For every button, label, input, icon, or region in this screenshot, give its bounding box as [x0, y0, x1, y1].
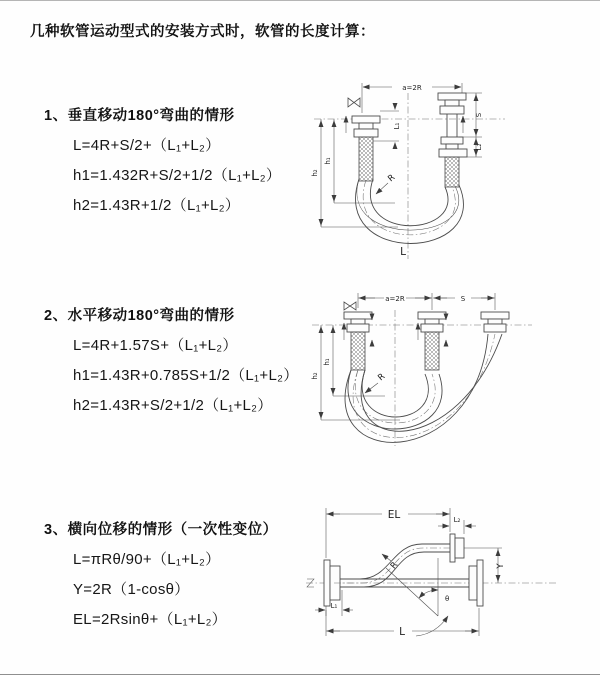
formula-line: EL=2Rsinθ+（L₁+L₂）: [73, 611, 227, 628]
formula-line: L=πRθ/90+（L₁+L₂）: [73, 551, 221, 568]
page-title: 几种软管运动型式的安装方式时，软管的长度计算：: [30, 24, 375, 40]
label-r: R: [386, 172, 398, 185]
label-r: R: [376, 371, 388, 384]
dim-theta-label: θ: [445, 595, 450, 603]
label-r: R: [388, 560, 401, 572]
dim-s-label: S: [460, 295, 466, 303]
dimension-l: [326, 608, 479, 638]
hose-u-bend: [356, 179, 464, 244]
radius-leader: [382, 554, 400, 571]
dim-h2-label: h₂: [311, 169, 319, 177]
braided-sleeve: [445, 157, 459, 187]
dimension-l2: [438, 516, 476, 534]
dim-h2-label: h₂: [311, 372, 319, 380]
dim-l2-label: L₂: [475, 143, 483, 151]
hose-moved-position: [345, 334, 502, 442]
label-l: L: [400, 246, 406, 258]
dimension-s: [433, 295, 495, 303]
radius-leader: [365, 372, 387, 393]
section-3-heading: 3、横向位移的情形（一次性变位）: [44, 522, 278, 538]
valve-icon: [348, 98, 360, 107]
section-1-heading: 1、垂直移动180°弯曲的情形: [44, 108, 235, 124]
middle-flange: [418, 312, 446, 370]
dim-y-label: Y: [496, 563, 506, 569]
formula-line: h1=1.43R+0.785S+1/2（L₁+L₂）: [73, 367, 299, 384]
dim-s-label: S: [475, 112, 483, 118]
diagram-vertical-movement: [300, 71, 600, 266]
dim-l-label: L: [399, 626, 405, 638]
section-2-heading: 2、水平移动180°弯曲的情形: [44, 308, 235, 324]
dim-l1-label: L₁: [393, 122, 401, 130]
braided-sleeve: [351, 332, 365, 370]
dim-l1-label: L₁: [330, 602, 338, 610]
diagram-horizontal-movement: [300, 284, 600, 456]
braided-sleeve: [425, 332, 439, 370]
dimension-el: [326, 508, 450, 558]
dimension-a2r: [358, 293, 495, 310]
dim-l2-label: L₂: [453, 516, 461, 524]
braided-sleeve: [359, 137, 373, 181]
sweep-arrow: [416, 616, 448, 636]
formula-line: h2=1.43R+S/2+1/2（L₁+L₂）: [73, 397, 273, 414]
section-1-formulas: [73, 137, 281, 215]
formula-line: L=4R+1.57S+（L₁+L₂）: [73, 337, 238, 354]
right-flanges: [438, 93, 467, 187]
formula-line: h2=1.43R+1/2（L₁+L₂）: [73, 197, 241, 214]
valve-icon: [344, 302, 356, 310]
radius-leader: [376, 173, 397, 194]
section-2-formulas: [73, 337, 299, 415]
left-flange: [344, 312, 372, 370]
section-2: [44, 304, 299, 415]
section-1: [44, 104, 281, 215]
diagram-lateral-displacement: [298, 498, 600, 660]
dim-h1-label: h₁: [323, 358, 331, 366]
formula-line: Y=2R（1-cosθ）: [73, 581, 190, 598]
section-3-formulas: [73, 551, 278, 629]
formula-line: L=4R+S/2+（L₁+L₂）: [73, 137, 221, 154]
dim-h1-label: h₁: [324, 157, 332, 165]
dimension-l1: [373, 103, 401, 149]
dim-a2r-label: a=2R: [385, 295, 405, 303]
moved-flange: [481, 312, 509, 332]
left-flange: [352, 116, 380, 181]
dimension-l2: [475, 137, 483, 157]
formula-line: h1=1.432R+S/2+1/2（L₁+L₂）: [73, 167, 282, 184]
dim-el-label: EL: [387, 509, 401, 521]
dim-a2r-label: a=2R: [402, 84, 422, 92]
section-3: [44, 518, 278, 629]
